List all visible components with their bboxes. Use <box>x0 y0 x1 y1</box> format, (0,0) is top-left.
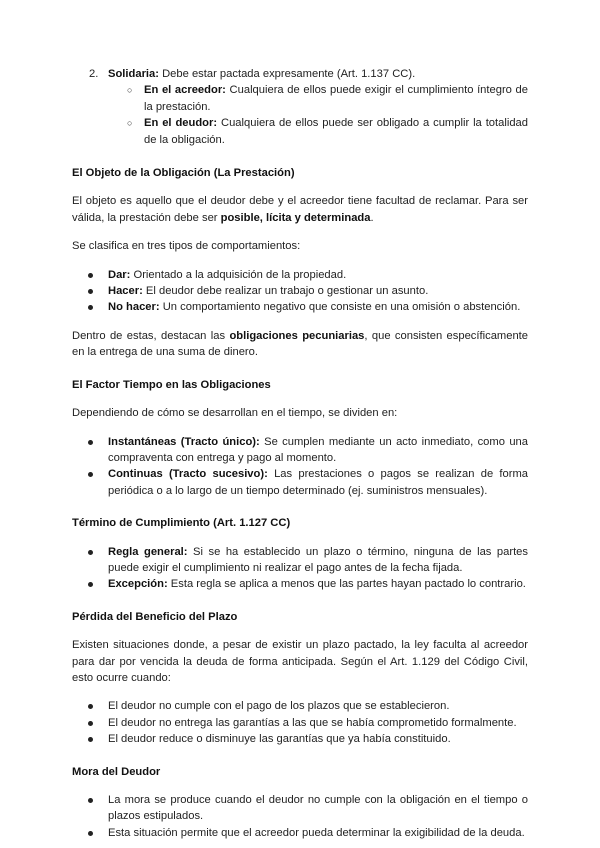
bullet-icon <box>88 737 93 742</box>
item-text: Esta situación permite que el acreedor pueda determinar la exigibilidad de la deuda. <box>108 826 525 839</box>
item-text: Cualquiera de ellos puede exigir el cumplimiento íntegro de la prestación. <box>144 84 528 113</box>
item-number: 2. <box>89 68 99 80</box>
mora-list <box>72 792 528 841</box>
heading-tiempo: El Factor Tiempo en las Obligaciones <box>72 378 271 391</box>
bullet-icon <box>88 273 93 278</box>
list-item <box>108 82 528 115</box>
heading-mora: Mora del Deudor <box>72 765 161 778</box>
item-text: Se cumplen mediante un acto inmediato, como una compraventa con entrega y pago al momento. <box>108 435 528 464</box>
item-label: No hacer: <box>108 301 160 314</box>
solidaria-sublist <box>72 82 528 148</box>
list-item <box>72 792 528 825</box>
paragraph: Se clasifica en tres tipos de comportamientos: <box>72 240 301 253</box>
item-text: El deudor no cumple con el pago de los plazos que se establecieron. <box>108 700 450 713</box>
list-item <box>72 698 528 714</box>
bold-text: obligaciones pecuniarias <box>229 329 365 342</box>
item-text: Un comportamiento negativo que consiste en una omisión o abstención. <box>159 301 521 314</box>
perdida-list <box>72 698 528 747</box>
paragraph-text: Dentro de estas, destacan las <box>72 329 230 342</box>
bold-text: posible, lícita y determinada <box>220 211 371 224</box>
bullet-icon <box>88 831 93 836</box>
item-text: El deudor no entrega las garantías a las que se había comprometido formalmente. <box>108 716 517 729</box>
circle-bullet-icon: ○ <box>127 118 133 129</box>
list-item <box>72 283 528 299</box>
list-item <box>72 576 528 592</box>
heading-objeto: El Objeto de la Obligación (La Prestación) <box>72 167 295 180</box>
bullet-icon <box>88 440 93 445</box>
paragraph: Dependiendo de cómo se desarrollan en el tiempo, se dividen en: <box>72 407 398 420</box>
list-item <box>72 299 528 315</box>
item-label: Dar: <box>108 268 131 281</box>
list-item <box>72 825 528 841</box>
heading-termino: Término de Cumplimiento (Art. 1.127 CC) <box>72 517 291 530</box>
list-item <box>72 267 528 283</box>
bullet-icon <box>88 472 93 477</box>
paragraph-text: El objeto es aquello que el deudor debe y el acreedor tiene facultad de reclamar. Para ser válida, la prestación debe ser <box>72 195 528 224</box>
paragraph: Existen situaciones donde, a pesar de existir un plazo pactado, la ley faculta al acreedor para dar por vencida la deuda de forma anticipada. Según el Art. 1.129 del Código Civil, esto ocurre cuando: <box>72 639 528 684</box>
item-label: Continuas (Tracto sucesivo): <box>108 468 268 481</box>
item-label: Solidaria: <box>108 68 159 80</box>
item-text: Si se ha establecido un plazo o término, ninguna de las partes puede exigir el cumplimiento ni realizar el pago antes de la fecha fijada. <box>108 545 528 574</box>
paragraph <box>72 328 528 361</box>
heading-perdida: Pérdida del Beneficio del Plazo <box>72 610 238 623</box>
item-label: Instantáneas (Tracto único): <box>108 435 260 448</box>
item-label: Hacer: <box>108 285 143 298</box>
circle-bullet-icon: ○ <box>127 85 133 96</box>
tiempo-list <box>72 434 528 500</box>
list-item <box>72 434 528 467</box>
list-item <box>72 466 528 499</box>
paragraph-text: , que consisten específicamente en la entrega de una suma de dinero. <box>72 329 529 359</box>
item-label: Regla general: <box>108 545 188 558</box>
item-label: Excepción: <box>108 578 168 591</box>
numbered-item-solidaria <box>72 66 528 82</box>
item-text: Debe estar pactada expresamente (Art. 1.137 CC). <box>158 68 416 80</box>
list-item <box>72 715 528 731</box>
bullet-icon <box>88 550 93 555</box>
list-item <box>72 544 528 577</box>
bullet-icon <box>88 721 93 726</box>
item-text: Las prestaciones o pagos se realizan de forma periódica o a lo largo de un tiempo determinado (ej. suministros mensuales). <box>108 468 529 497</box>
paragraph <box>72 193 528 226</box>
objeto-list <box>72 267 528 316</box>
item-text: La mora se produce cuando el deudor no cumple con la obligación en el tiempo o plazos estipulados. <box>108 794 528 823</box>
bullet-icon <box>88 582 93 587</box>
item-label: En el deudor: <box>144 117 218 130</box>
item-text: Cualquiera de ellos puede ser obligado a cumplir la totalidad de la obligación. <box>144 117 528 146</box>
item-text: Orientado a la adquisición de la propiedad. <box>130 268 347 281</box>
bullet-icon <box>88 289 93 294</box>
bullet-icon <box>88 704 93 709</box>
item-text: Esta regla se aplica a menos que las partes hayan pactado lo contrario. <box>167 578 526 591</box>
item-text: El deudor debe realizar un trabajo o gestionar un asunto. <box>142 285 429 298</box>
item-text: El deudor reduce o disminuye las garantías que ya había constituido. <box>108 733 451 746</box>
item-label: En el acreedor: <box>144 84 226 97</box>
termino-list <box>72 544 528 593</box>
document-page <box>72 66 528 841</box>
list-item <box>108 115 528 148</box>
paragraph-text: . <box>370 211 374 224</box>
bullet-icon <box>88 798 93 803</box>
bullet-icon <box>88 305 93 310</box>
list-item <box>72 731 528 747</box>
